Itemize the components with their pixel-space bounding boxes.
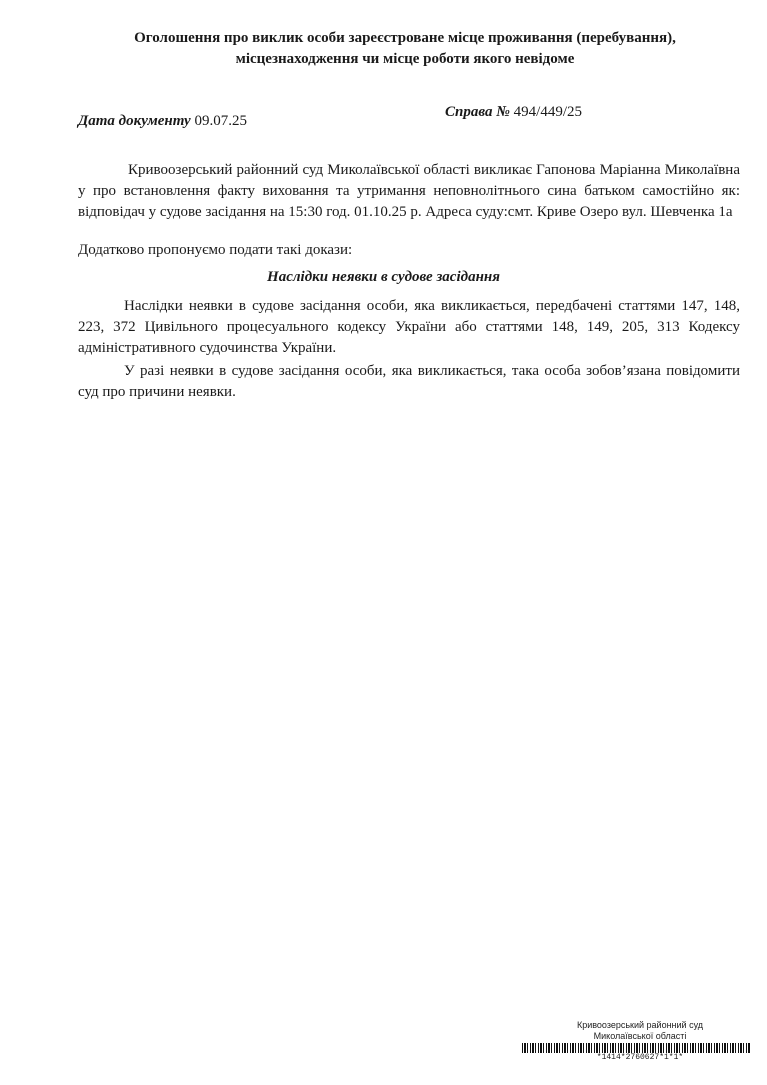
- document-title: [90, 28, 720, 70]
- court-stamp: [540, 1020, 740, 1042]
- case-label: Справа №: [445, 104, 510, 120]
- case-number: [445, 104, 582, 121]
- consequences-heading: Наслідки неявки в судове засідання: [267, 269, 500, 285]
- case-value: 494/449/25: [513, 104, 583, 120]
- evidence-paragraph: Додатково пропонуємо подати такі докази:: [78, 242, 353, 258]
- title-line-1: Оголошення про виклик особи зареєстроване місце проживання (перебування),: [134, 30, 676, 46]
- consequences-paragraph: Наслідки неявки в судове засідання особи, яка викликається, передбачені статтями 147, 148, 223, 372 Цивільного процесуального кодексу України або статтями 148, 149, 205, 313 Кодексу адміністративного судочинства України.: [78, 298, 740, 356]
- court-name: Кривоозерський районний суд: [576, 1020, 704, 1030]
- date-label: Дата документу: [78, 113, 191, 129]
- barcode-number: *1414*2760627*1*1*: [596, 1053, 684, 1062]
- date-value: 09.07.25: [194, 113, 247, 129]
- obligation-paragraph: У разі неявки в судове засідання особи, яка викликається, така особа зобов’язана повідомити суд про причини неявки.: [78, 363, 740, 400]
- barcode: [522, 1043, 750, 1053]
- document-date: [78, 113, 247, 130]
- summons-paragraph: Кривоозерський районний суд Миколаївської області викликає Гапонова Маріанна Миколаївна у про встановлення факту виховання та утримання неповнолітнього сина батьком самостійно як: відповідач у судове засідання на 15:30 год. 01.10.25 р. Адреса суду:смт. Криве Озеро вул. Шевченка 1а: [78, 162, 740, 220]
- court-region: Миколаївської області: [593, 1031, 687, 1041]
- title-line-2: місцезнаходження чи місце роботи якого невідоме: [235, 51, 575, 67]
